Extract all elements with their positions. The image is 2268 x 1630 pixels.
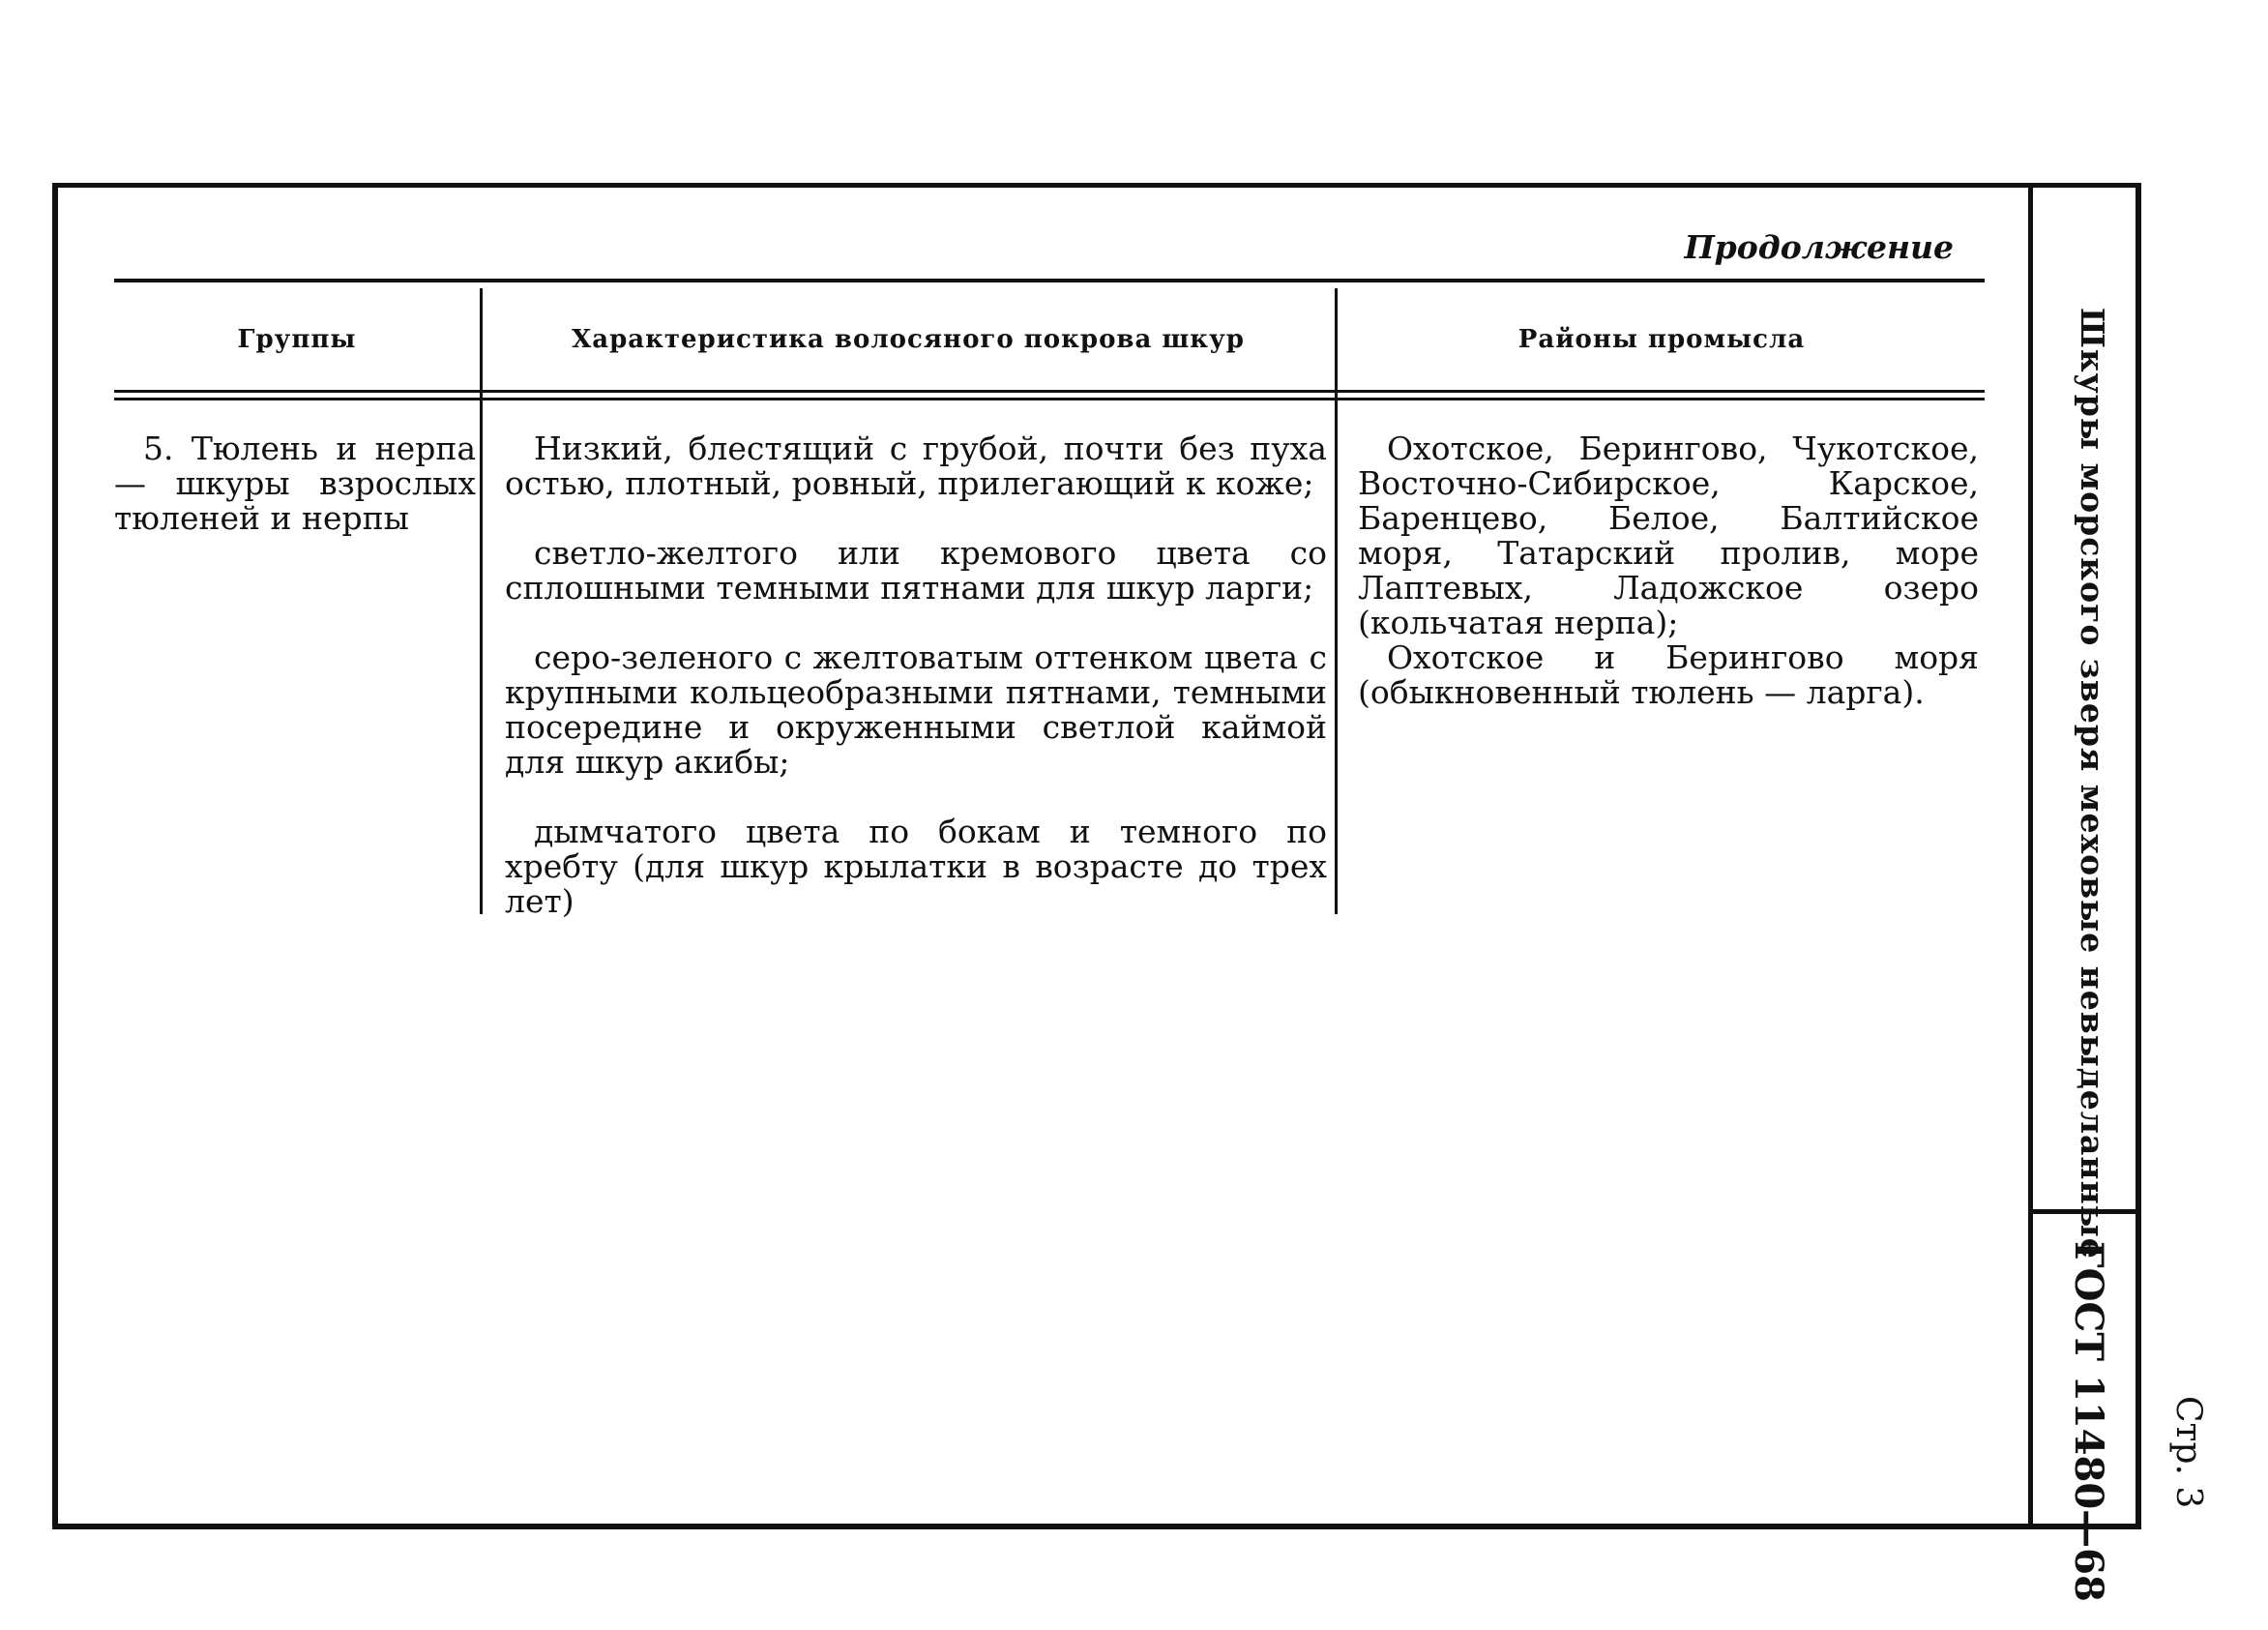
cell-areas xyxy=(1358,431,1979,710)
characteristic-paragraph: дымчатого цвета по бокам и темного по хребту (для шкур крылатки в возрасте до трех лет) xyxy=(505,813,1327,920)
page-number: Стр. 3 xyxy=(2168,1396,2208,1509)
cell-group xyxy=(114,431,476,536)
header-bottom-rule xyxy=(114,390,1985,393)
table-top-rule xyxy=(114,279,1985,282)
characteristic-paragraph: серо-зеленого с желтоватым оттенком цвета с крупными кольцеобразными пятнами, темными посередине и окруженными светлой каймой для шкур акибы; xyxy=(505,638,1327,781)
side-gost-number: ГОСТ 11480—68 xyxy=(2066,1241,2111,1602)
column-divider-1 xyxy=(480,288,483,914)
characteristic-paragraph: светло-желтого или кремового цвета со сплошными темными пятнами для шкур ларги; xyxy=(505,534,1327,607)
column-divider-2 xyxy=(1335,288,1338,914)
side-strip-divider xyxy=(2028,187,2033,1526)
cell-characteristic xyxy=(505,431,1327,954)
header-areas: Районы промысла xyxy=(1517,325,1806,354)
areas-paragraph: Охотское и Берингово моря (обыкновенный тюлень — ларга). xyxy=(1358,638,1979,711)
group-text: 5. Тюлень и нерпа — шкуры взрослых тюленей и нерпы xyxy=(114,430,476,537)
characteristic-paragraph: Низкий, блестящий с грубой, почти без пуха остью, плотный, ровный, прилегающий к коже; xyxy=(505,430,1327,502)
side-title: Шкуры морского зверя меховые невыделанные xyxy=(2074,308,2111,1260)
header-groups: Группы xyxy=(237,325,357,354)
header-bottom-rule-double xyxy=(114,398,1985,400)
header-characteristic: Характеристика волосяного покрова шкур xyxy=(572,325,1245,354)
areas-paragraph: Охотское, Берингово, Чукотское, Восточно-Сибирское, Карское, Баренцево, Белое, Балтийское моря, Татарский пролив, море Лаптевых, Ладожское озеро (кольчатая нерпа); xyxy=(1358,430,1979,641)
continuation-label: Продолжение xyxy=(1684,228,1954,266)
